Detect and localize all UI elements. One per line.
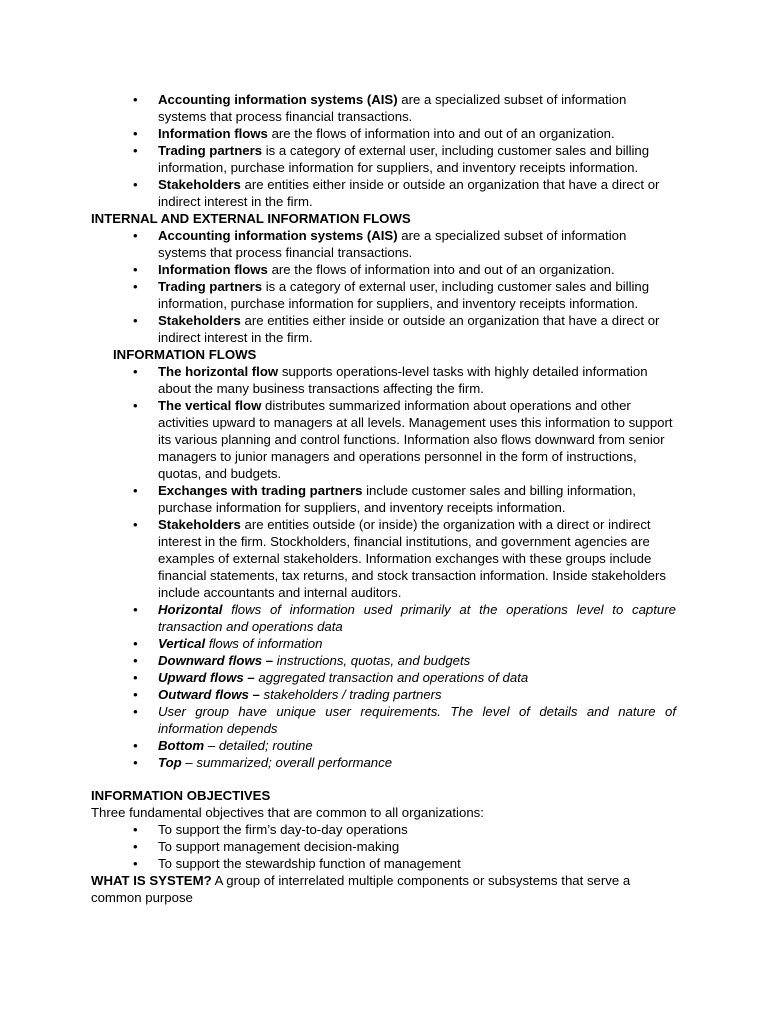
- section-heading-information-flows: INFORMATION FLOWS: [113, 347, 257, 362]
- list-item: • Vertical flows of information: [158, 635, 676, 652]
- list-item: • Trading partners is a category of external user, including customer sales and billing information, purchase information for suppliers, and inventory receipts information.: [158, 278, 676, 312]
- spacer: [91, 771, 676, 787]
- list-item: • The vertical flow distributes summarized information about operations and other activities upward to managers at all levels. Management uses this information to support its various planning and control functions. Information also flows downward from senior managers to junior managers and operations personnel in the form of instructions, quotas, and budgets.: [158, 397, 676, 482]
- list-item: • Stakeholders are entities outside (or inside) the organization with a direct or indirect interest in the firm. Stockholders, financial institutions, and government agencies are examples of external stakeholders. Information exchanges with these groups include financial statements, tax returns, and stock transaction information. Inside stakeholders include accountants and internal auditors.: [158, 516, 676, 601]
- list-item: • User group have unique user requirements. The level of details and nature of information depends: [158, 703, 676, 737]
- information-flows-list: [91, 363, 676, 771]
- list-item: • Stakeholders are entities either inside or outside an organization that have a direct or indirect interest in the firm.: [158, 312, 676, 346]
- definitions-list-top: [91, 91, 676, 210]
- list-item: • To support management decision-making: [158, 838, 676, 855]
- list-item: • Downward flows – instructions, quotas, and budgets: [158, 652, 676, 669]
- list-item: • Accounting information systems (AIS) are a specialized subset of information systems that process financial transactions.: [158, 227, 676, 261]
- list-item: • To support the stewardship function of management: [158, 855, 676, 872]
- list-item: • The horizontal flow supports operations-level tasks with highly detailed information about the many business transactions affecting the firm.: [158, 363, 676, 397]
- list-item: • Upward flows – aggregated transaction and operations of data: [158, 669, 676, 686]
- section-heading-information-objectives: INFORMATION OBJECTIVES: [91, 788, 271, 803]
- list-item: • Outward flows – stakeholders / trading partners: [158, 686, 676, 703]
- list-item: • To support the firm’s day-to-day operations: [158, 821, 676, 838]
- section-heading-internal-external-flows: INTERNAL AND EXTERNAL INFORMATION FLOWS: [91, 211, 411, 226]
- list-item: • Bottom – detailed; routine: [158, 737, 676, 754]
- objectives-list: [91, 821, 676, 872]
- list-item: • Trading partners is a category of external user, including customer sales and billing information, purchase information for suppliers, and inventory receipts information.: [158, 142, 676, 176]
- definitions-list-internal-external: [91, 227, 676, 346]
- list-item: • Top – summarized; overall performance: [158, 754, 676, 771]
- list-item: • Exchanges with trading partners include customer sales and billing information, purchase information for suppliers, and inventory receipts information.: [158, 482, 676, 516]
- list-item: • Stakeholders are entities either inside or outside an organization that have a direct or indirect interest in the firm.: [158, 176, 676, 210]
- list-item: • Horizontal flows of information used primarily at the operations level to capture transaction and operations data: [158, 601, 676, 635]
- system-definition: WHAT IS SYSTEM? A group of interrelated multiple components or subsystems that serve a common purpose: [91, 873, 631, 905]
- list-item: • Information flows are the flows of information into and out of an organization.: [158, 261, 676, 278]
- list-item: • Accounting information systems (AIS) are a specialized subset of information systems that process financial transactions.: [158, 91, 676, 125]
- objectives-intro: Three fundamental objectives that are common to all organizations:: [91, 805, 484, 820]
- list-item: • Information flows are the flows of information into and out of an organization.: [158, 125, 676, 142]
